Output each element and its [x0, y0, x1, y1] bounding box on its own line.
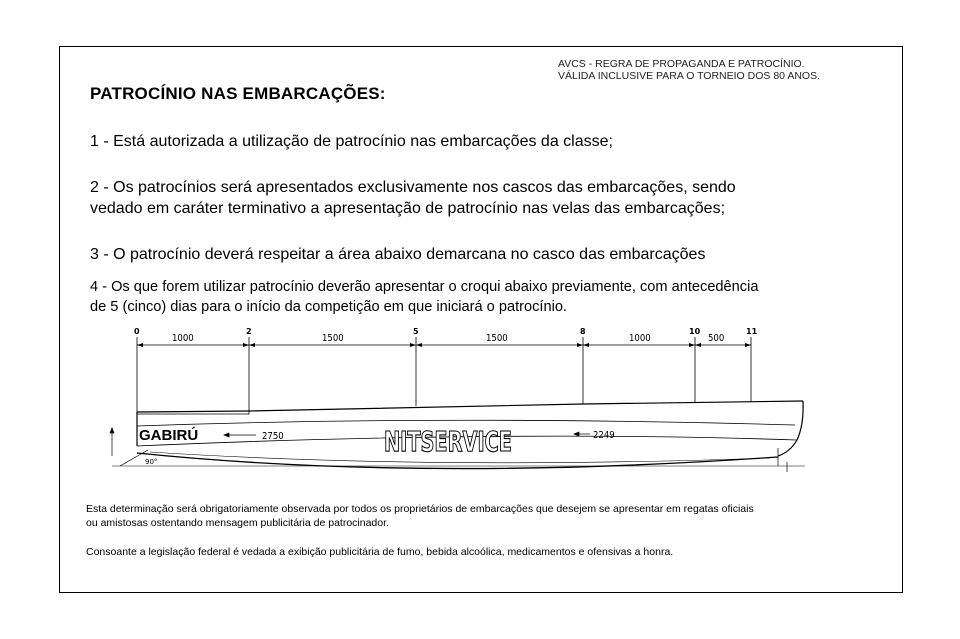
footnote-2: Consoante a legislação federal é vedada a exibição publicitária de fumo, bebida alcoólica, medicamentos e ofensivas a honra. — [86, 546, 674, 558]
hull-dimension-right: 2249 — [593, 430, 615, 441]
angle-label: 90° — [145, 458, 158, 466]
span-labels — [172, 333, 724, 344]
header-line-2: VÁLIDA INCLUSIVE PARA O TORNEIO DOS 80 ANOS. — [558, 70, 821, 82]
rule-4-line-2: de 5 (cinco) dias para o início da competição em que iniciará o patrocínio. — [90, 299, 567, 315]
span-label-5: 500 — [708, 333, 725, 344]
station-lines — [137, 337, 751, 412]
rule-4-line-1: 4 - Os que forem utilizar patrocínio deverão apresentar o croqui abaixo previamente, com antecedência — [90, 279, 759, 295]
station-label-0: 0 — [134, 327, 140, 336]
header-line-1: AVCS - REGRA DE PROPAGANDA E PATROCÍNIO. — [558, 58, 805, 70]
station-label-8: 8 — [580, 327, 586, 336]
station-label-5: 5 — [413, 327, 419, 336]
rule-1: 1 - Está autorizada a utilização de patrocínio nas embarcações da classe; — [90, 133, 613, 150]
footnote-1 — [86, 502, 754, 530]
boat-name: GABIRÚ — [139, 427, 199, 444]
rule-2-line-1: 2 - Os patrocínios será apresentados exclusivamente nos cascos das embarcações, sendo — [90, 179, 736, 196]
footnote-1-line-1: Esta determinação será obrigatoriamente observada por todos os proprietários de embarcações que desejem se apresentar em regatas oficiais — [86, 503, 754, 515]
footnote-1-line-2: ou amistosas ostentando mensagem publicitária de patrocinador. — [86, 517, 389, 529]
span-label-2: 1500 — [322, 333, 344, 344]
rule-3: 3 - O patrocínio deverá respeitar a área abaixo demarcana no casco das embarcações — [90, 246, 706, 263]
dimension-line — [137, 343, 751, 347]
rule-2-line-2: vedado em caráter terminativo a apresentação de patrocínio nas velas das embarcações; — [90, 200, 726, 217]
span-label-3: 1500 — [486, 333, 508, 344]
station-label-10: 10 — [689, 327, 701, 336]
span-label-4: 1000 — [629, 333, 651, 344]
station-label-11: 11 — [746, 327, 758, 336]
page-title: PATROCÍNIO NAS EMBARCAÇÕES: — [90, 84, 386, 103]
station-label-2: 2 — [246, 327, 252, 336]
span-label-1: 1000 — [172, 333, 194, 344]
hull-dimension-left: 2750 — [262, 431, 284, 442]
station-labels — [134, 327, 758, 336]
sponsor-logo-text: NITSERVICE — [384, 425, 512, 458]
